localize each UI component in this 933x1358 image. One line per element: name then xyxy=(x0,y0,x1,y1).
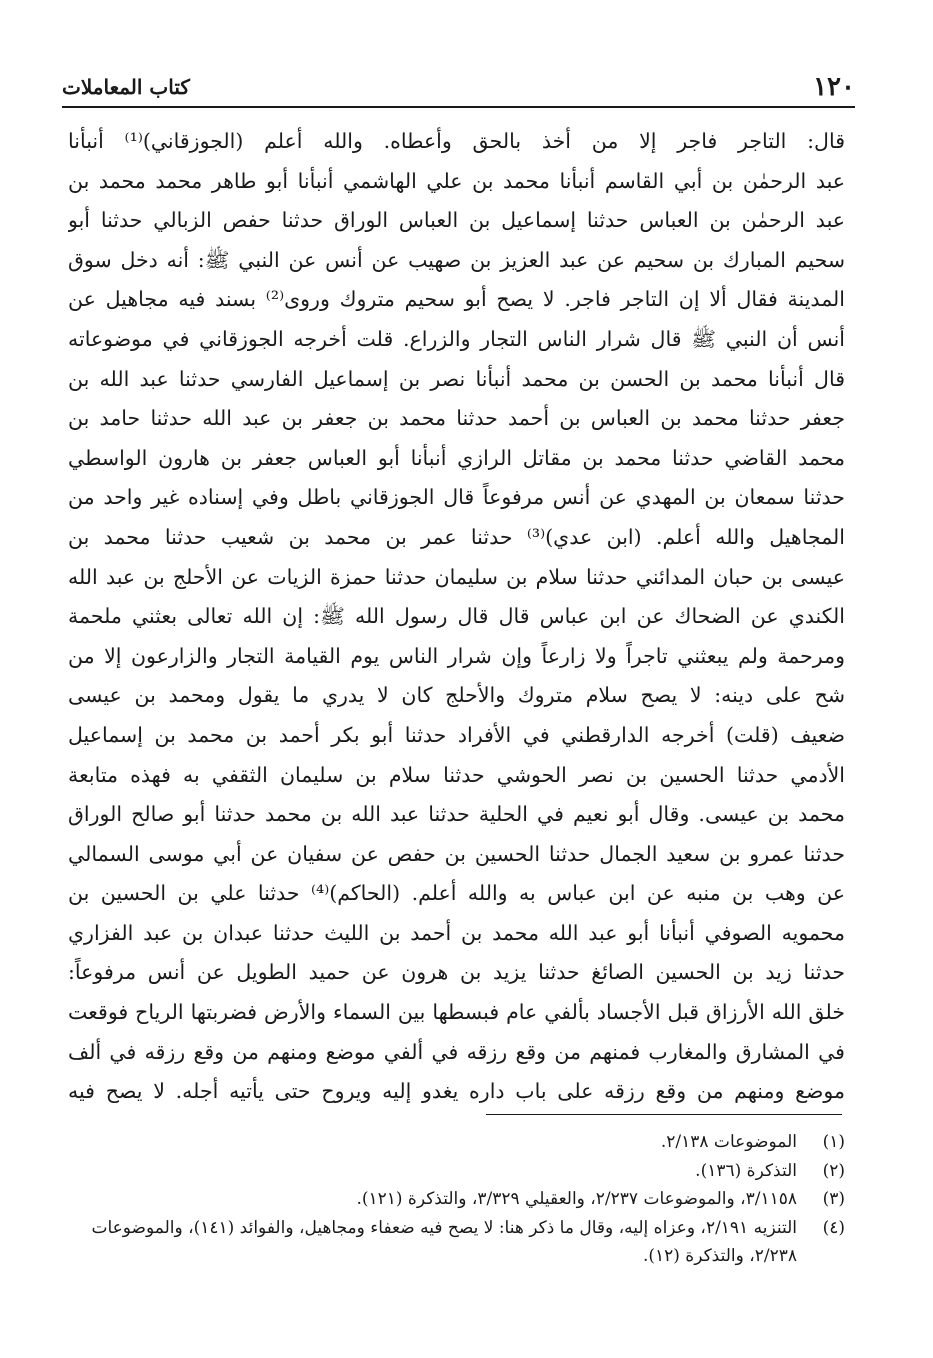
text-line: عيسى بن حبان المدائني حدثنا سلام بن سليمان حدثنا حمزة الزيات عن الأحلج بن عبد الله xyxy=(68,564,845,589)
footnote-item xyxy=(68,1185,845,1214)
footnote-item xyxy=(68,1157,845,1186)
text-line: ضعيف (قلت) أخرجه الدارقطني في الأفراد حدثنا أبو بكر أحمد بن محمد بن إسماعيل xyxy=(68,722,845,747)
footnote-number: (٢) xyxy=(822,1160,845,1181)
text-line: حدثنا زيد بن الحسين الصائغ حدثنا يزيد بن هرون عن حميد الطويل عن أنس مرفوعاً: xyxy=(68,960,845,985)
footnote-divider xyxy=(486,1114,842,1115)
page-header xyxy=(62,70,855,104)
footnote-number: (٤) xyxy=(822,1217,845,1238)
header-divider xyxy=(62,106,855,108)
text-line: خلق الله الأرزاق قبل الأجساد بألفي عام فبسطها بين السماء والأرض فضربتها الرياح فوقعت xyxy=(68,1000,845,1025)
footnote-number: (١) xyxy=(822,1132,845,1152)
text-line: محمويه الصوفي أنبأنا أبو عبد الله محمد بن أحمد بن الليث حدثنا عبدان بن عبد الفزاري xyxy=(68,920,845,945)
text-line: ومرحمة ولم يبعثني تاجراً ولا زارعاً وإن شرار الناس يوم القيامة التجار والزارعون إلا من xyxy=(68,643,845,668)
text-line: المجاهيل والله أعلم. (ابن عدي)⁽³⁾ حدثنا عمر بن محمد بن شعيب حدثنا محمد بن xyxy=(68,524,845,549)
text-line: الأدمي حدثنا الحسين بن نصر الحوشي حدثنا سلام بن سليمان الثقفي به فهذه متابعة xyxy=(68,762,845,787)
page-number: ١٢٠ xyxy=(813,72,855,102)
text-line: عبد الرحمٰن بن أبي القاسم أنبأنا محمد بن علي الهاشمي أنبأنا أبو طاهر محمد محمد بن xyxy=(68,168,845,193)
text-line: المدينة فقال ألا إن التاجر فاجر. لا يصح أبو سحيم متروك وروى⁽²⁾ بسند فيه مجاهيل عن xyxy=(68,287,845,312)
text-line: محمد القاضي حدثنا محمد بن مقاتل الرازي أنبأنا أبو العباس جعفر بن هارون الواسطي xyxy=(68,445,845,470)
main-text xyxy=(68,122,845,1112)
footnotes xyxy=(68,1128,845,1271)
footnote-text: ٣/١١٥٨، والموضوعات ٢/٢٣٧، والعقيلي ٣/٣٢٩، والتذكرة (١٢١). xyxy=(356,1189,797,1209)
footnote-text: التذكرة (١٣٦). xyxy=(695,1160,797,1181)
footnote-item xyxy=(68,1214,845,1271)
text-line: أنس أن النبي ﷺ قال شرار الناس التجار والزراع. قلت أخرجه الجوزقاني في موضوعاته xyxy=(68,326,845,351)
text-line: حدثنا عمرو بن سعيد الجمال حدثنا الحسين بن حفص عن سفيان عن أبي موسى السمالي xyxy=(68,841,845,866)
text-line: شح على دينه: لا يصح سلام متروك والأحلج كان لا يدري ما يقول ومحمد بن عيسى xyxy=(68,683,845,708)
text-line: عن وهب بن منبه عن ابن عباس به والله أعلم. (الحاكم)⁽⁴⁾ حدثنا علي بن الحسين بن xyxy=(68,881,845,906)
footnote-number: (٣) xyxy=(822,1189,845,1209)
text-line: محمد بن عيسى. وقال أبو نعيم في الحلية حدثنا عبد الله بن محمد حدثنا أبو صالح الوراق xyxy=(68,802,845,827)
text-line: جعفر حدثنا محمد بن العباس بن أحمد حدثنا محمد بن جعفر بن عبد الله حدثنا حامد بن xyxy=(68,406,845,431)
text-line: سحيم المبارك بن سحيم عن عبد العزيز بن صهيب عن أنس عن النبي ﷺ: أنه دخل سوق xyxy=(68,247,845,272)
book-title: كتاب المعاملات xyxy=(62,75,190,99)
text-line: عبد الرحمٰن بن العباس حدثنا إسماعيل بن العباس الوراق حدثنا حفص الزبالي حدثنا أبو xyxy=(68,208,845,233)
footnote-text: التنزيه ٢/١٩١، وعزاه إليه، وقال ما ذكر هنا: لا يصح فيه ضعفاء ومجاهيل، والفوائد (١٤١)، والموضوعات ٢/٢٣٨، والتذكرة (١٢). xyxy=(91,1217,797,1266)
footnote-item xyxy=(68,1128,845,1157)
text-line: قال: التاجر فاجر إلا من أخذ بالحق وأعطاه. والله أعلم (الجوزقاني)⁽¹⁾ أنبأنا xyxy=(68,129,845,153)
footnote-text: الموضوعات ٢/١٣٨. xyxy=(660,1132,797,1152)
text-line: موضع ومنهم من وقع رزقه على باب داره يغدو إليه ويروح حتى يأتيه أجله. لا يصح فيه xyxy=(68,1079,845,1104)
text-line: في المشارق والمغارب فمنهم من وقع رزقه في ألفي موضع ومنهم من وقع رزقه في ألف xyxy=(68,1039,845,1064)
text-line: حدثنا سمعان بن المهدي عن أنس مرفوعاً قال الجوزقاني باطل وفي إسناده غير واحد من xyxy=(68,485,845,510)
text-line: الكندي عن الضحاك عن ابن عباس قال قال رسول الله ﷺ: إن الله تعالى بعثني ملحمة xyxy=(68,604,845,629)
text-line: قال أنبأنا محمد بن الحسن بن محمد أنبأنا نصر بن إسماعيل الفارسي حدثنا عبد الله بن xyxy=(68,366,845,391)
